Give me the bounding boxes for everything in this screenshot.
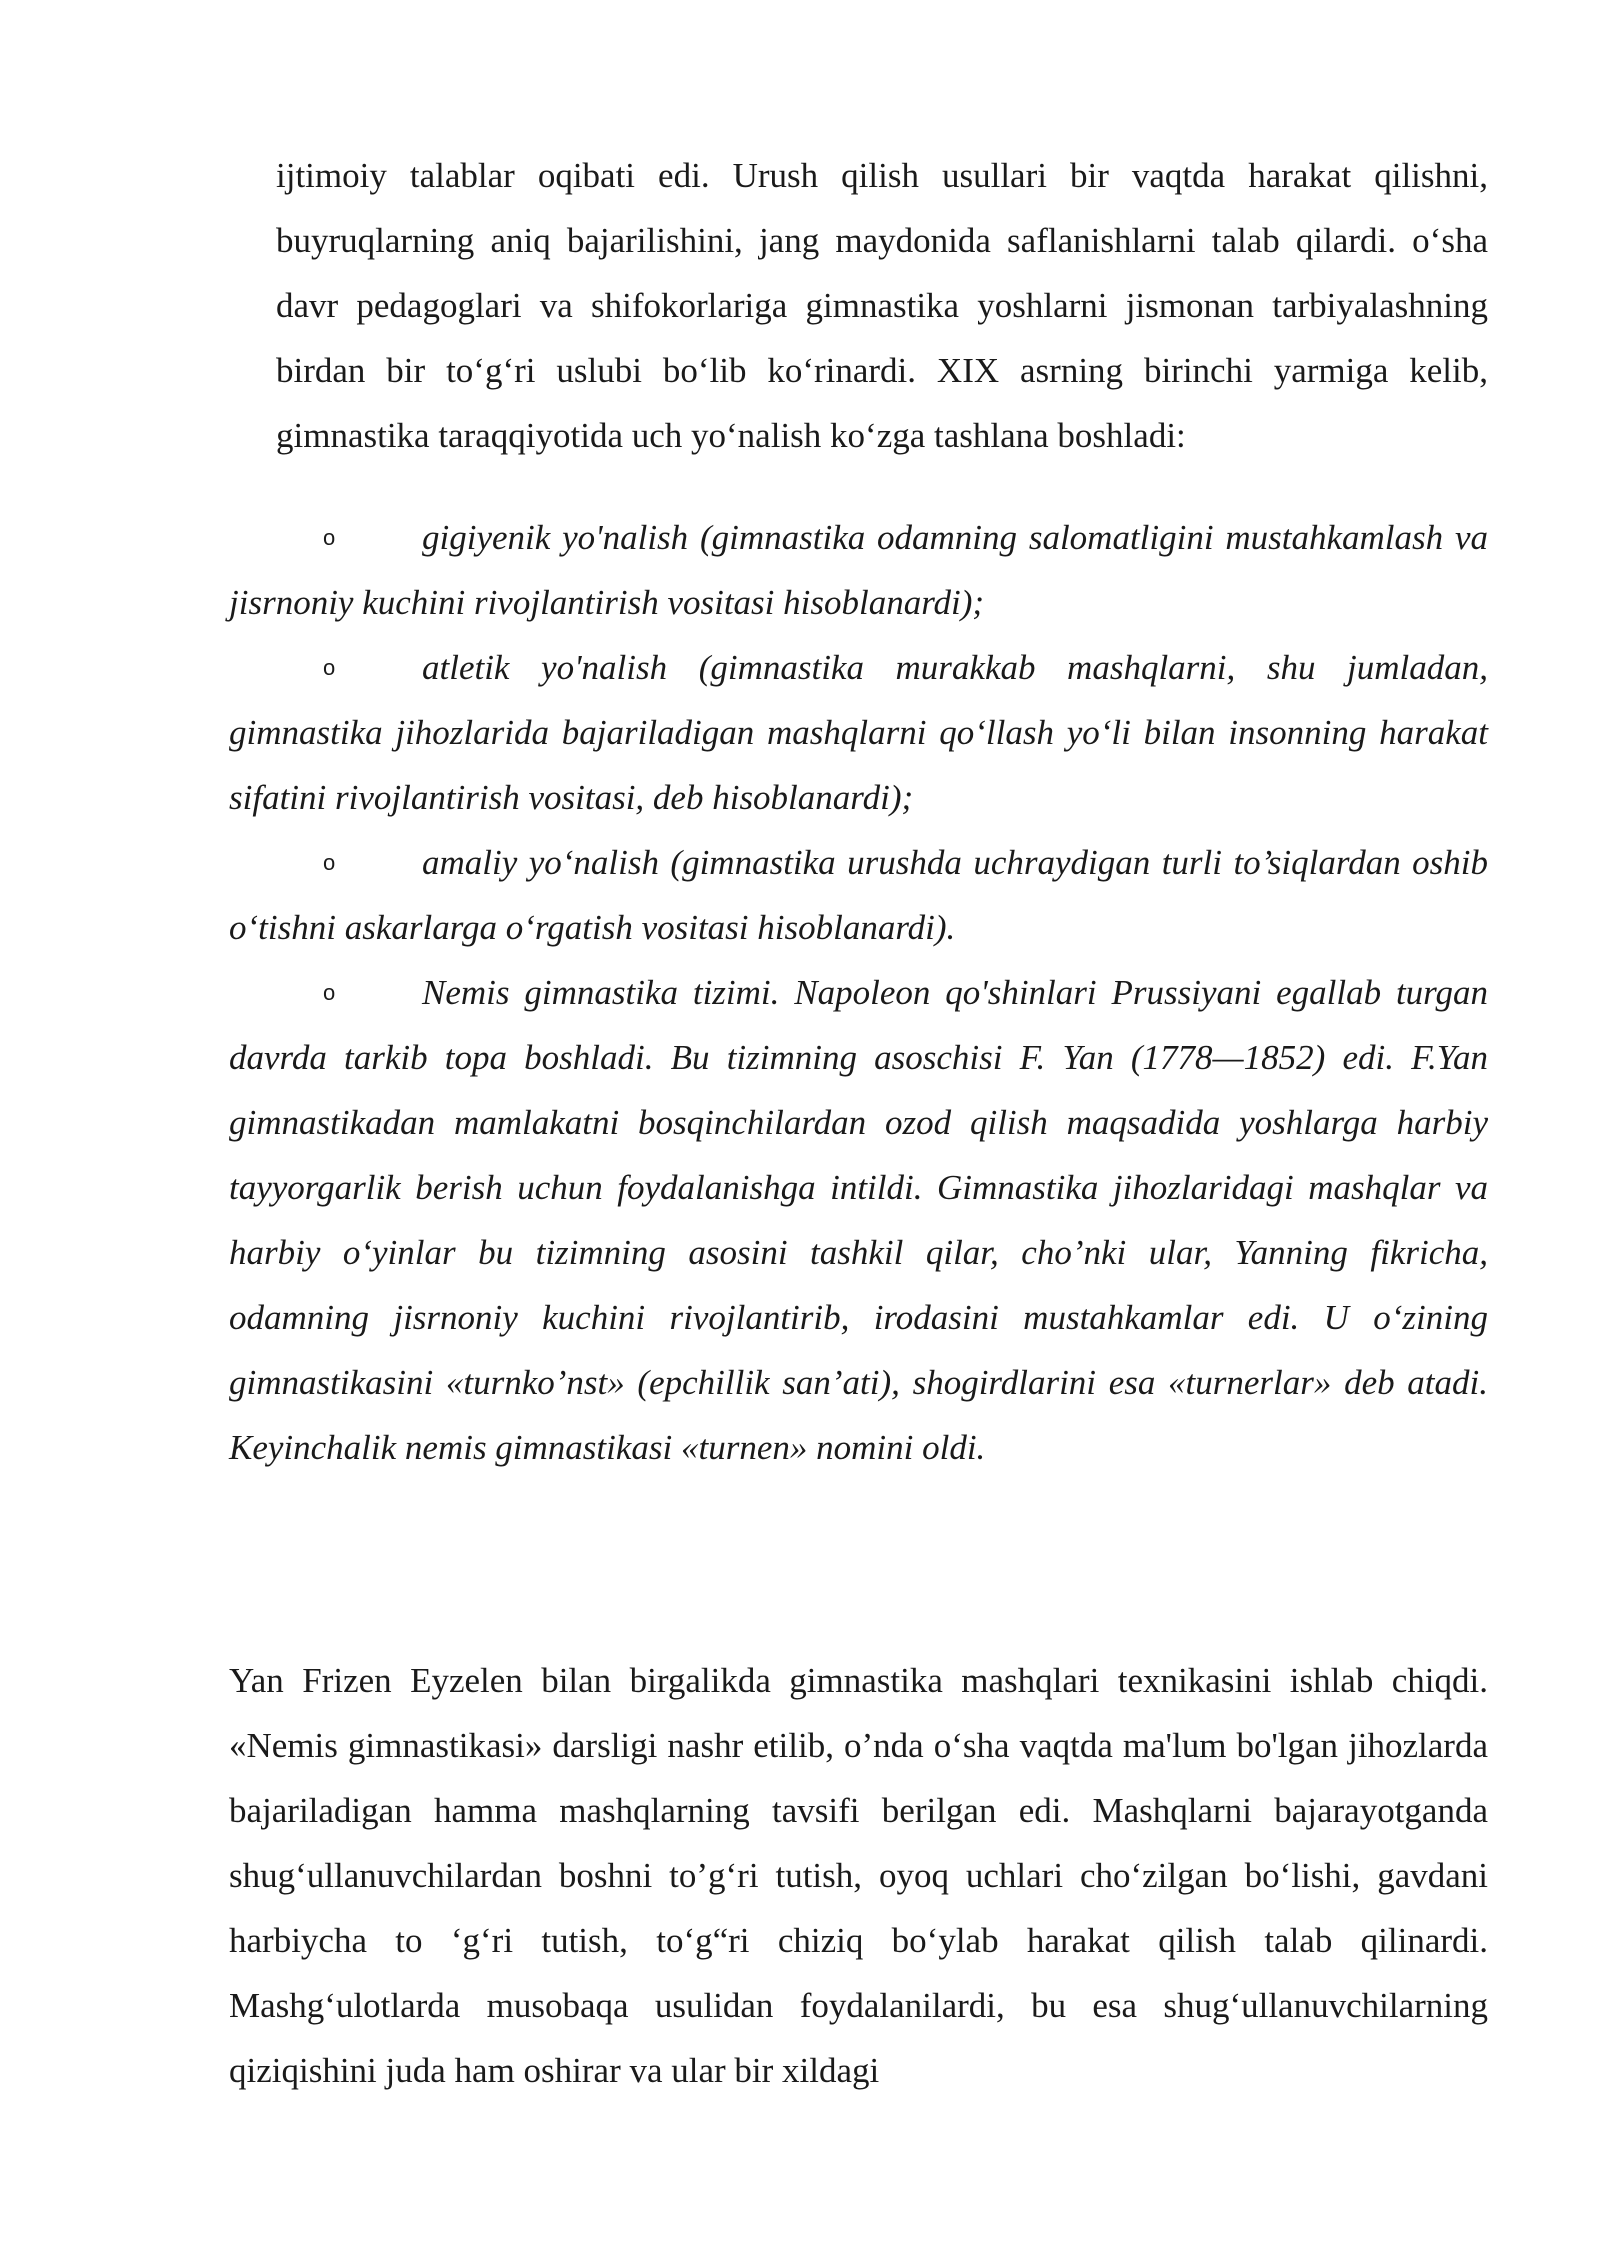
list-item <box>229 635 1488 830</box>
list-item <box>229 830 1488 960</box>
bullet-marker: o <box>323 655 336 680</box>
intro-paragraph: ijtimoiy talablar oqibati edi. Urush qilish usullari bir vaqtda harakat qilishni, buyruqlarning aniq bajarilishini, jang maydonida saflanishlarni talab qilardi. o‘sha davr pedagoglari va shifokorlariga gimnastika yoshlarni jismonan tarbiyalashning birdan bir to‘g‘ri uslubi bo‘lib ko‘rinardi. XIX asrning birinchi yarmiga kelib, gimnastika taraqqiyotida uch yo‘nalish ko‘zga tashlana boshladi: <box>276 156 1488 455</box>
list-item <box>229 505 1488 635</box>
list-item-text: atletik yo'nalish (gimnastika murakkab mashqlarni, shu jumladan, gimnastika jihozlarida bajariladigan mashqlarni qo‘llash yo‘li bilan insonning harakat sifatini rivojlantirish vositasi, deb hisoblanardi); <box>229 648 1488 817</box>
list-item-text: amaliy yo‘nalish (gimnastika urushda uchraydigan turli to’siqlardan oshib o‘tishni askarlarga o‘rgatish vositasi hisoblanardi). <box>229 843 1488 947</box>
bullet-marker: o <box>323 980 336 1005</box>
bullet-marker: o <box>323 525 336 550</box>
list-item <box>229 960 1488 1480</box>
list-item-text: gigiyenik yo'nalish (gimnastika odamning salomatligini mustahkamlash va jisrnoniy kuchini rivojlantirish vositasi hisoblanardi); <box>229 518 1488 622</box>
direction-list <box>229 505 1488 1480</box>
closing-paragraph: Yan Frizen Eyzelen bilan birgalikda gimnastika mashqlari texnikasini ishlab chiqdi. «Nemis gimnastikasi» darsligi nashr etilib, o’nda o‘sha vaqtda ma'lum bo'lgan jihozlarda bajariladigan hamma mashqlarning tavsifi berilgan edi. Mashqlarni bajarayotganda shug‘ullanuvchilardan boshni to’g‘ri tutish, oyoq uchlari cho‘zilgan bo‘lishi, gavdani harbiycha to ‘g‘ri tutish, to‘g“ri chiziq bo‘ylab harakat qilish talab qilinardi. Mashg‘ulotlarda musobaqa usulidan foydalanilardi, bu esa shug‘ullanuvchilarning qiziqishini juda ham oshirar va ular bir xildagi <box>229 1661 1488 2090</box>
list-item-text: Nemis gimnastika tizimi. Napoleon qo'shinlari Prussiyani egallab turgan davrda tarkib topa boshladi. Bu tizimning asoschisi F. Yan (1778—1852) edi. F.Yan gimnastikadan mamlakatni bosqinchilardan ozod qilish maqsadida yoshlarga harbiy tayyorgarlik berish uchun foydalanishga intildi. Gimnastika jihozlaridagi mashqlar va harbiy o‘yinlar bu tizimning asosini tashkil qilar, cho’nki ular, Yanning fikricha, odamning jisrnoniy kuchini rivojlantirib, irodasini mustahkamlar edi. U o‘zining gimnastikasini «turnko’nst» (epchillik san’ati), shogirdlarini esa «turnerlar» deb atadi. Keyinchalik nemis gimnastikasi «turnen» nominі oldi. <box>229 973 1488 1467</box>
bullet-marker: o <box>323 850 336 875</box>
